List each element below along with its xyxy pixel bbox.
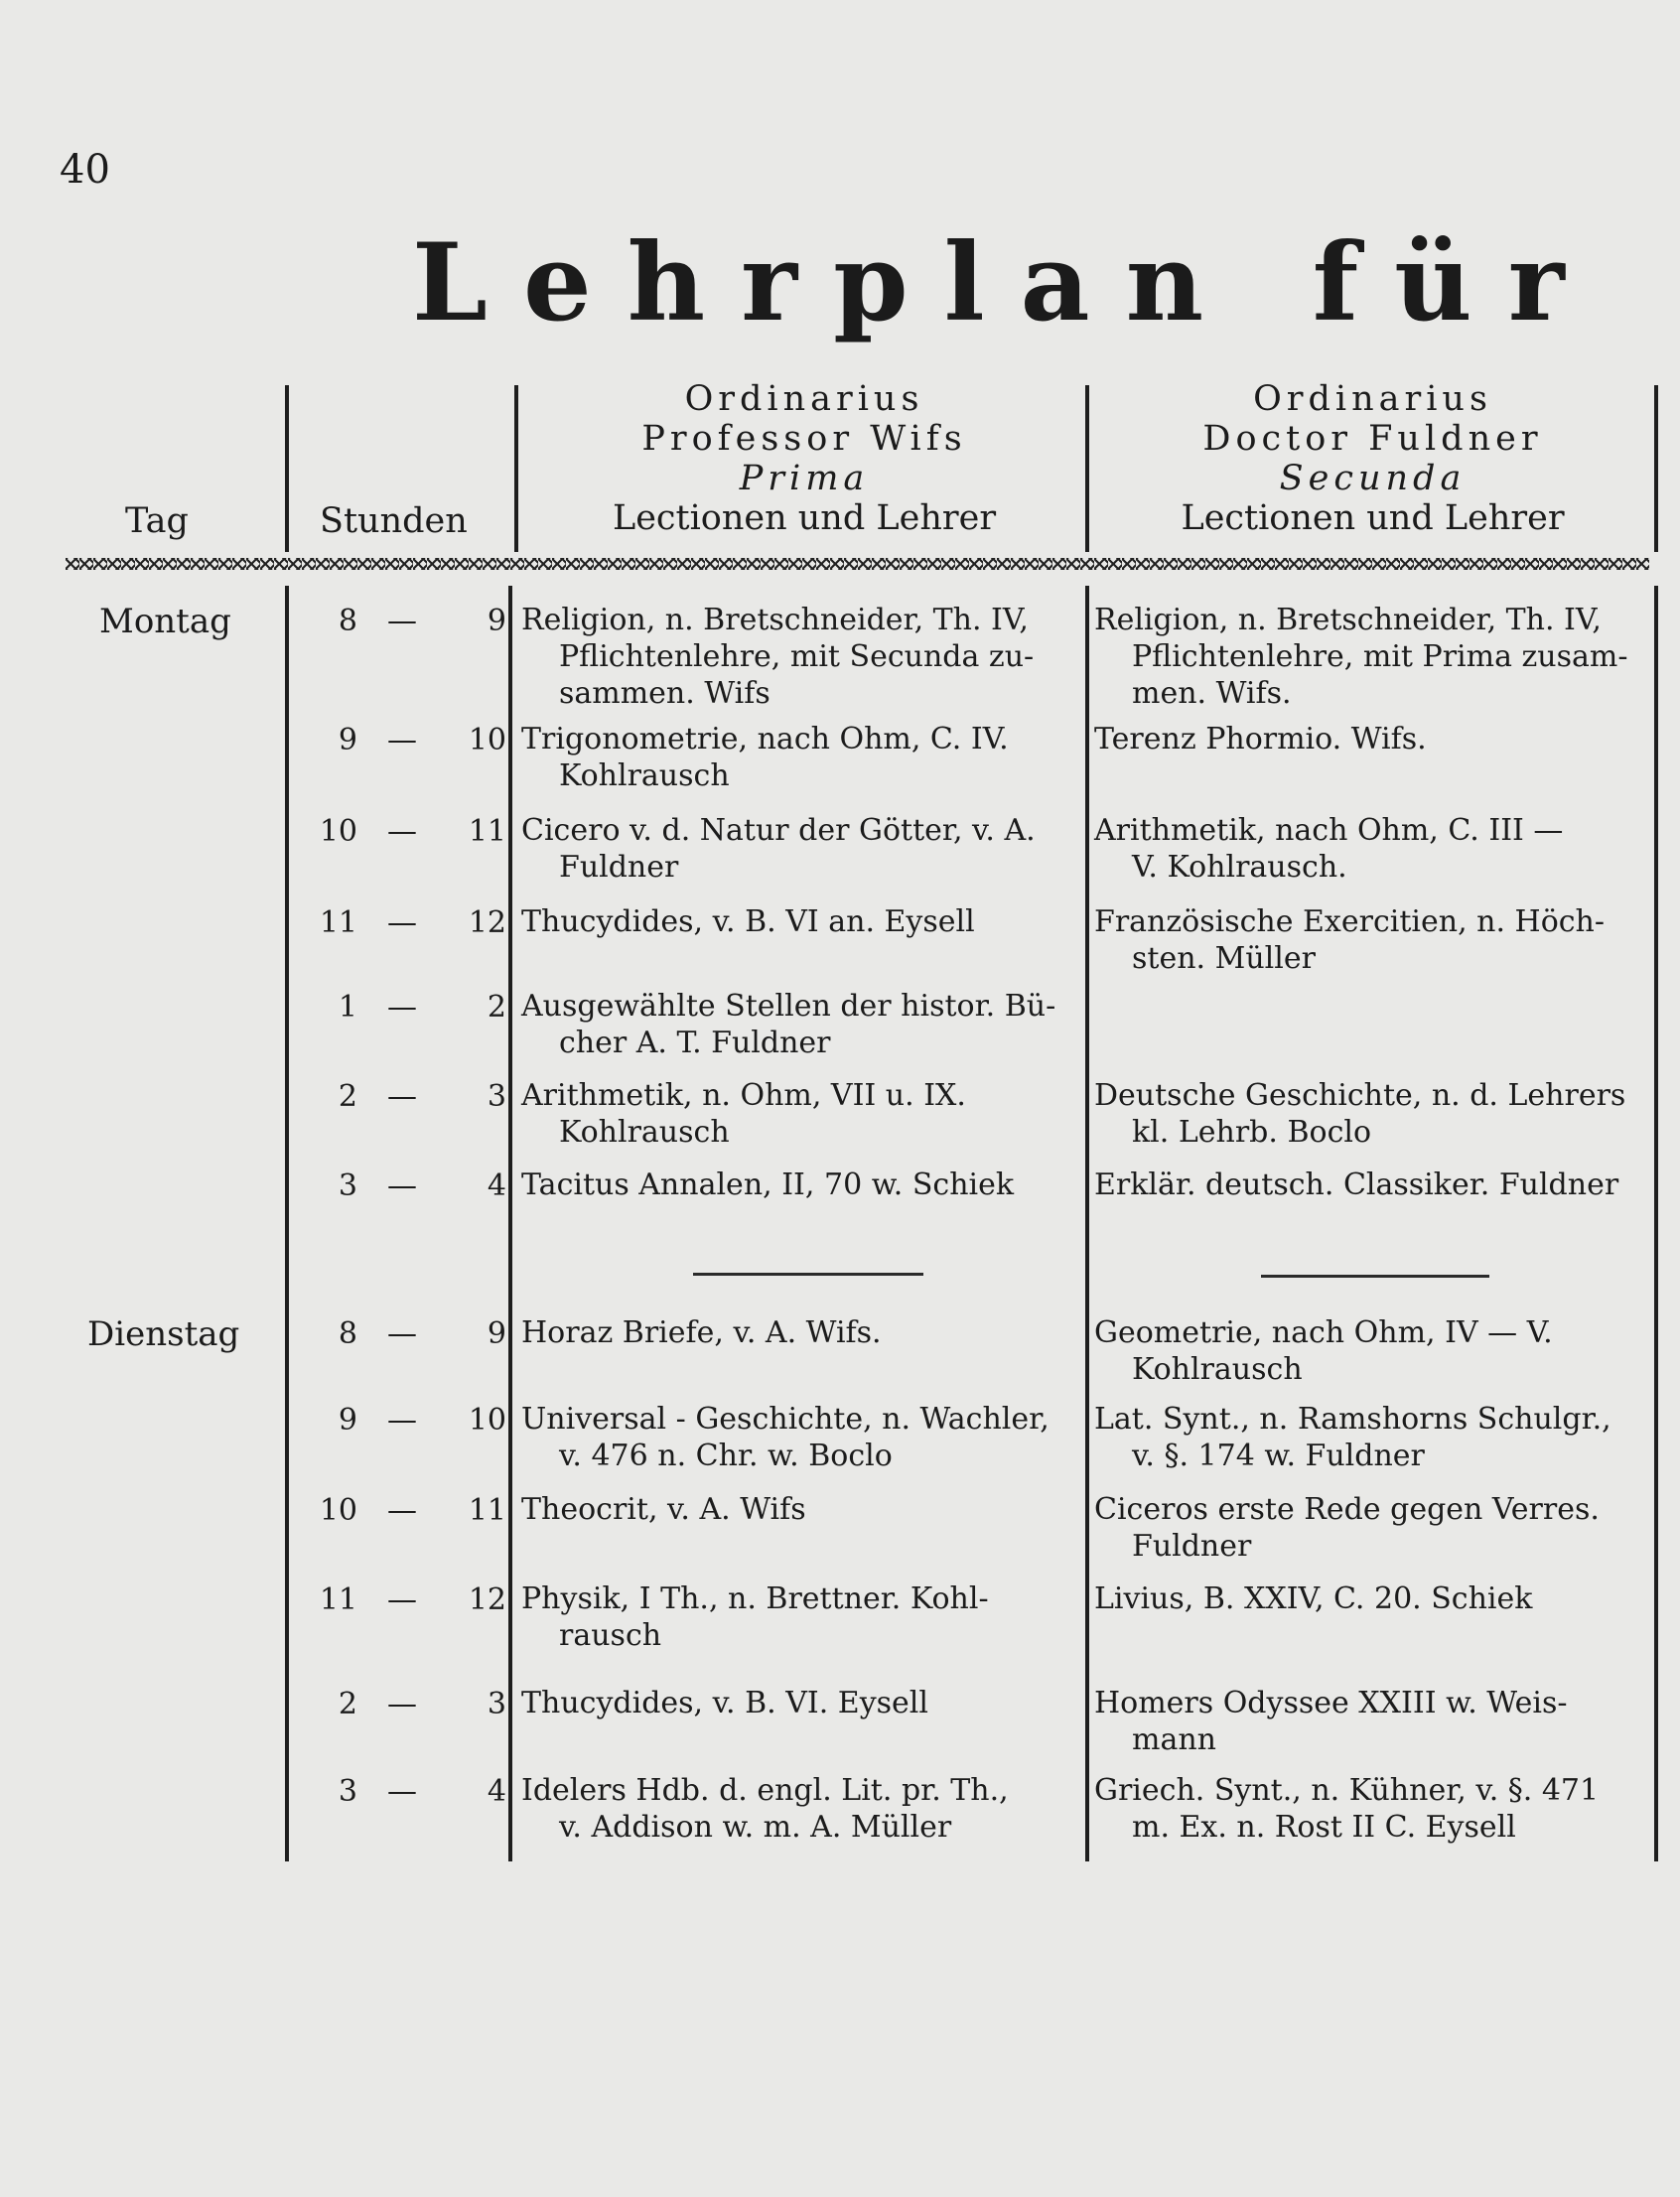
hour-from: 2	[338, 1079, 357, 1114]
secunda-lesson	[1094, 812, 1648, 886]
day-separator-prima	[693, 1273, 923, 1276]
prima-class-name: Prima	[739, 459, 870, 498]
hour-dash: —	[387, 604, 417, 638]
secunda-lesson	[1094, 1772, 1648, 1846]
hour-from: 10	[319, 814, 357, 849]
secunda-lesson-line: kl. Lehrb. Boclo	[1132, 1115, 1372, 1150]
hour-range	[298, 1168, 506, 1203]
hour-from: 9	[338, 723, 357, 757]
prima-lesson	[521, 1580, 1079, 1654]
day-separator-secunda	[1261, 1275, 1489, 1278]
page-number: 40	[60, 147, 110, 193]
prima-lesson	[521, 1772, 1079, 1846]
hour-range	[298, 1774, 506, 1809]
rule-left	[285, 385, 289, 552]
secunda-lesson	[1094, 1491, 1648, 1565]
secunda-lesson-line: Fuldner	[1132, 1529, 1252, 1564]
secunda-lesson-line: Livius, B. XXIV, C. 20. Schiek	[1094, 1581, 1533, 1616]
hour-range	[298, 1316, 506, 1351]
rule-right-body	[1654, 586, 1658, 1861]
secunda-lesson	[1094, 1314, 1648, 1388]
day-label: Montag	[99, 602, 231, 641]
secunda-class-name: Secunda	[1279, 459, 1467, 498]
hour-range	[298, 1403, 506, 1438]
prima-lesson-line: Pflichtenlehre, mit Secunda zu-	[559, 639, 1035, 674]
hour-dash: —	[387, 1403, 417, 1438]
prima-lesson-line: Ausgewählte Stellen der histor. Bü-	[521, 989, 1056, 1024]
prima-lesson	[521, 988, 1079, 1061]
secunda-lesson-line: Arithmetik, nach Ohm, C. III —	[1094, 813, 1564, 848]
prima-lesson	[521, 602, 1079, 712]
hour-range	[298, 1079, 506, 1114]
prima-lesson	[521, 903, 1079, 940]
hour-to: 11	[468, 1493, 506, 1528]
secunda-lesson-line: v. §. 174 w. Fuldner	[1132, 1439, 1425, 1473]
secunda-lesson	[1094, 1167, 1648, 1203]
secunda-lesson	[1094, 1401, 1648, 1474]
hour-from: 1	[338, 990, 357, 1025]
prima-lesson-line: Tacitus Annalen, II, 70 w. Schiek	[521, 1167, 1015, 1202]
prima-lesson-line: rausch	[559, 1618, 662, 1653]
secunda-lesson-line: Ciceros erste Rede gegen Verres.	[1094, 1492, 1600, 1527]
prima-lesson-line: Kohlrausch	[559, 758, 730, 793]
prima-lesson-line: Theocrit, v. A. Wifs	[521, 1492, 806, 1527]
secunda-lesson-line: Pflichtenlehre, mit Prima zusam-	[1132, 639, 1628, 674]
hour-dash: —	[387, 1316, 417, 1351]
hour-dash: —	[387, 1079, 417, 1114]
prima-lesson	[521, 1077, 1079, 1151]
hour-dash: —	[387, 1687, 417, 1721]
prima-lesson-line: Cicero v. d. Natur der Götter, v. A.	[521, 813, 1036, 848]
secunda-lesson-line: V. Kohlrausch.	[1132, 850, 1347, 885]
secunda-lesson-line: Religion, n. Bretschneider, Th. IV,	[1094, 603, 1602, 637]
hour-dash: —	[387, 1774, 417, 1809]
prima-lesson-line: Thucydides, v. B. VI. Eysell	[521, 1686, 928, 1720]
secunda-lesson-line: men. Wifs.	[1132, 676, 1292, 711]
prima-lesson	[521, 1401, 1079, 1474]
hour-range	[298, 1687, 506, 1721]
hour-dash: —	[387, 1493, 417, 1528]
secunda-lesson-line: Homers Odyssee XXIII w. Weis-	[1094, 1686, 1568, 1720]
hour-range	[298, 814, 506, 849]
hour-range	[298, 990, 506, 1025]
secunda-lesson	[1094, 721, 1648, 757]
prima-lesson	[521, 1167, 1079, 1203]
prima-lesson-line: Religion, n. Bretschneider, Th. IV,	[521, 603, 1029, 637]
hour-to: 12	[468, 1582, 506, 1617]
prima-lesson-line: cher A. T. Fuldner	[559, 1026, 831, 1060]
hour-range	[298, 723, 506, 757]
secunda-lesson	[1094, 602, 1648, 712]
prima-ordinarius: Ordinarius	[684, 379, 924, 419]
hour-range	[298, 1493, 506, 1528]
rule-mid	[514, 385, 518, 552]
hour-to: 10	[468, 723, 506, 757]
hour-dash: —	[387, 814, 417, 849]
hour-from: 8	[338, 604, 357, 638]
prima-lesson	[521, 721, 1079, 794]
prima-lesson	[521, 1491, 1079, 1528]
secunda-ordinarius: Ordinarius	[1253, 379, 1492, 419]
hour-to: 9	[487, 604, 506, 638]
hour-to: 4	[487, 1774, 506, 1809]
wavy-divider	[66, 558, 1649, 570]
rule-center	[1085, 385, 1089, 552]
rule-mid-body	[508, 586, 512, 1861]
secunda-lesson-line: Erklär. deutsch. Classiker. Fuldner	[1094, 1167, 1619, 1202]
secunda-lectionen: Lectionen und Lehrer	[1181, 498, 1565, 538]
prima-lectionen: Lectionen und Lehrer	[612, 498, 997, 538]
header-secunda	[1097, 379, 1648, 538]
prima-lesson-line: Idelers Hdb. d. engl. Lit. pr. Th.,	[521, 1773, 1009, 1808]
prima-lesson-line: Fuldner	[559, 850, 679, 885]
hour-range	[298, 604, 506, 638]
hour-from: 9	[338, 1403, 357, 1438]
secunda-lesson-line: Deutsche Geschichte, n. d. Lehrers	[1094, 1078, 1626, 1113]
prima-lesson-line: Kohlrausch	[559, 1115, 730, 1150]
secunda-lesson-line: Kohlrausch	[1132, 1352, 1303, 1387]
prima-lesson	[521, 1685, 1079, 1721]
hour-from: 11	[319, 905, 357, 940]
header-stunden: Stunden	[320, 501, 468, 541]
secunda-lesson-line: Lat. Synt., n. Ramshorns Schulgr.,	[1094, 1402, 1611, 1437]
prima-lesson-line: Arithmetik, n. Ohm, VII u. IX.	[521, 1078, 966, 1113]
secunda-lesson-line: Französische Exercitien, n. Höch-	[1094, 904, 1606, 939]
prima-teacher: Professor Wifs	[641, 419, 967, 459]
hour-to: 11	[468, 814, 506, 849]
secunda-lesson-line: sten. Müller	[1132, 941, 1316, 976]
secunda-lesson	[1094, 1077, 1648, 1151]
secunda-lesson-line: m. Ex. n. Rost II C. Eysell	[1132, 1810, 1516, 1845]
hour-to: 3	[487, 1687, 506, 1721]
header-prima	[531, 379, 1077, 538]
hour-dash: —	[387, 1168, 417, 1203]
hour-dash: —	[387, 1582, 417, 1617]
hour-from: 3	[338, 1774, 357, 1809]
hour-to: 9	[487, 1316, 506, 1351]
hour-from: 2	[338, 1687, 357, 1721]
secunda-lesson-line: mann	[1132, 1722, 1216, 1757]
rule-right	[1654, 385, 1658, 552]
hour-to: 3	[487, 1079, 506, 1114]
secunda-lesson	[1094, 903, 1648, 977]
secunda-lesson	[1094, 1685, 1648, 1758]
prima-lesson-line: Horaz Briefe, v. A. Wifs.	[521, 1315, 882, 1350]
hour-dash: —	[387, 905, 417, 940]
hour-to: 10	[468, 1403, 506, 1438]
prima-lesson-line: sammen. Wifs	[559, 676, 770, 711]
header-tag: Tag	[125, 501, 189, 541]
page-title: Lehrplan für	[412, 220, 1601, 345]
hour-range	[298, 905, 506, 940]
rule-left-body	[285, 586, 289, 1861]
hour-from: 11	[319, 1582, 357, 1617]
prima-lesson-line: Physik, I Th., n. Brettner. Kohl-	[521, 1581, 989, 1616]
prima-lesson-line: v. 476 n. Chr. w. Boclo	[559, 1439, 893, 1473]
secunda-teacher: Doctor Fuldner	[1202, 419, 1543, 459]
secunda-lesson-line: Griech. Synt., n. Kühner, v. §. 471	[1094, 1773, 1600, 1808]
day-label: Dienstag	[87, 1314, 240, 1354]
hour-dash: —	[387, 723, 417, 757]
secunda-lesson-line: Terenz Phormio. Wifs.	[1094, 722, 1427, 756]
prima-lesson-line: v. Addison w. m. A. Müller	[559, 1810, 952, 1845]
prima-lesson-line: Thucydides, v. B. VI an. Eysell	[521, 904, 975, 939]
hour-to: 2	[487, 990, 506, 1025]
prima-lesson-line: Trigonometrie, nach Ohm, C. IV.	[521, 722, 1009, 756]
prima-lesson-line: Universal - Geschichte, n. Wachler,	[521, 1402, 1050, 1437]
hour-range	[298, 1582, 506, 1617]
prima-lesson	[521, 812, 1079, 886]
hour-to: 4	[487, 1168, 506, 1203]
hour-from: 10	[319, 1493, 357, 1528]
rule-center-body	[1085, 586, 1089, 1861]
hour-to: 12	[468, 905, 506, 940]
secunda-lesson	[1094, 1580, 1648, 1617]
prima-lesson	[521, 1314, 1079, 1351]
hour-dash: —	[387, 990, 417, 1025]
hour-from: 8	[338, 1316, 357, 1351]
secunda-lesson-line: Geometrie, nach Ohm, IV — V.	[1094, 1315, 1553, 1350]
hour-from: 3	[338, 1168, 357, 1203]
